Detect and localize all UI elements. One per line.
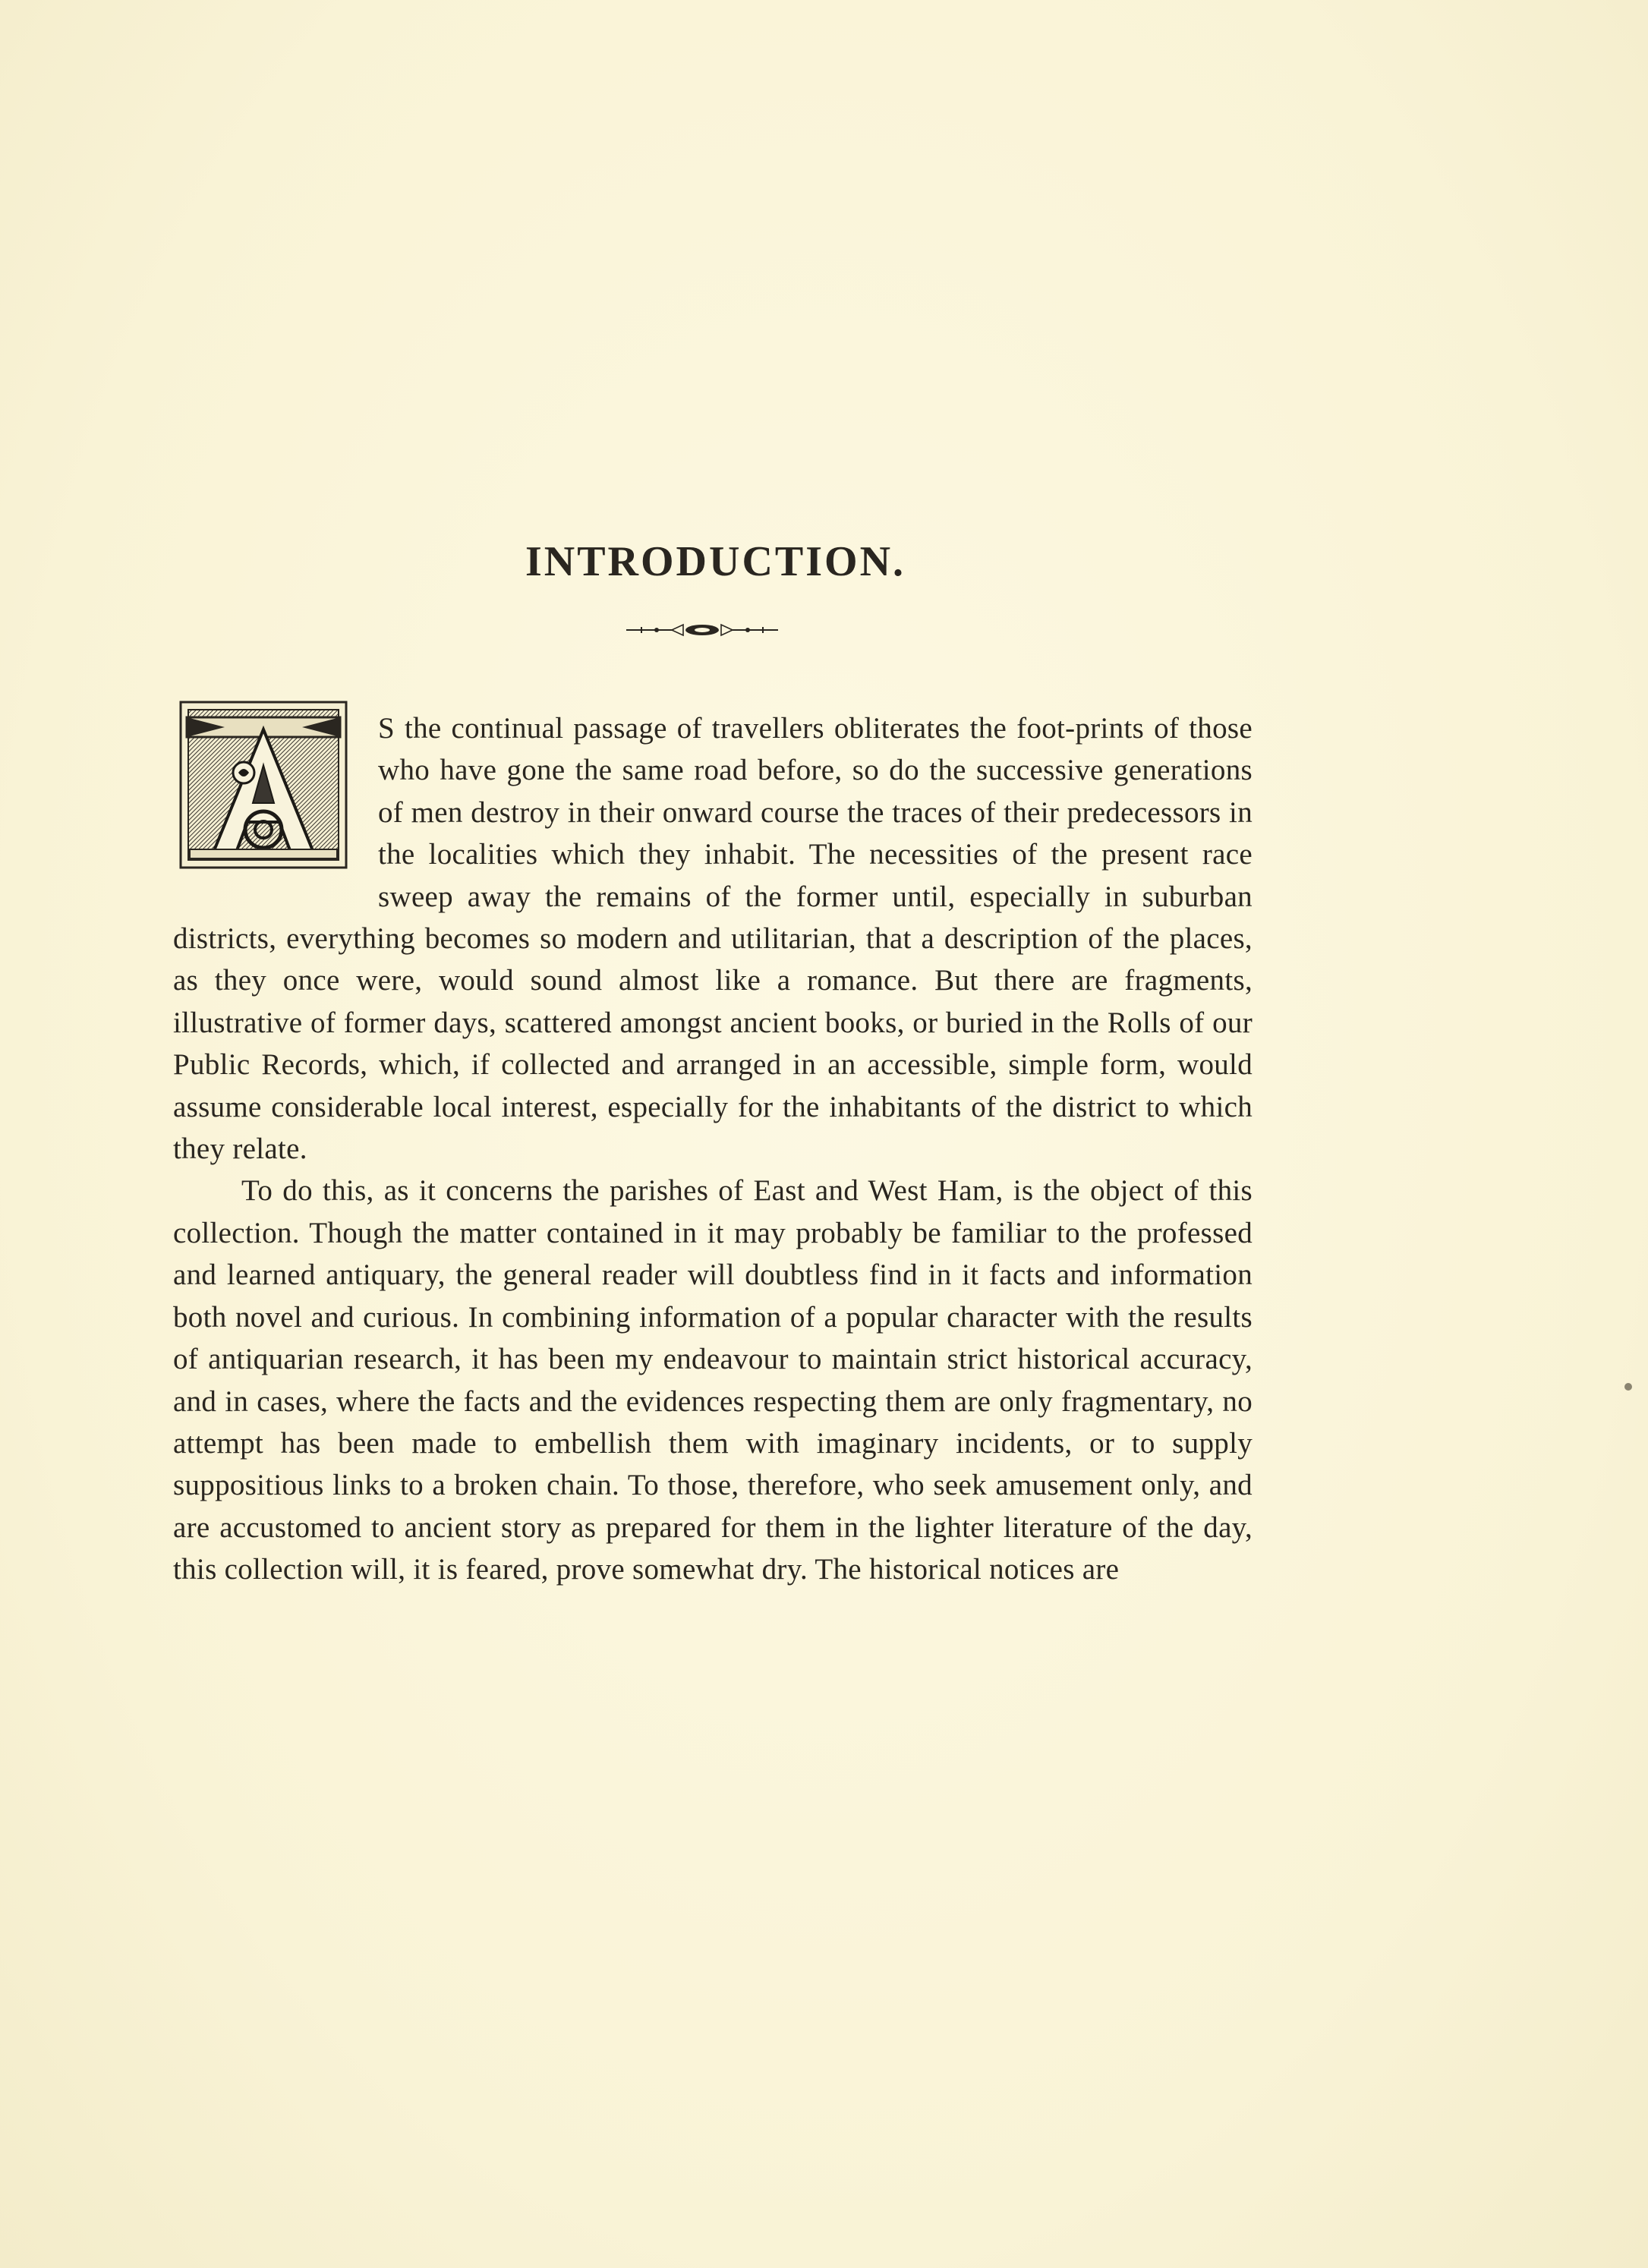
- paper-speck: [1624, 1383, 1632, 1391]
- page-title: INTRODUCTION.: [525, 537, 906, 585]
- paragraph: To do this, as it concerns the parishes of East and West Ham, is the object of this collection. Though the matter contained in it may probably be familiar to the professed and learned antiquary, the general reader will doubtless find in it facts and information both novel and curious. In combining information of a popular character with the results of antiquarian research, it has been my endeavour to maintain strict historical accuracy, and in cases, where the facts and the evidences respecting them are only fragmentary, no attempt has been made to embellish them with imaginary incidents, or to supply suppositious links to a broken chain. To those, therefore, who seek amusement only, and are accustomed to ancient story as prepared for them in the lighter literature of the day, this collection will, it is feared, prove somewhat dry. The historical notices are: [173, 1174, 1253, 1586]
- drop-cap-space: [173, 707, 378, 876]
- decorative-rule-icon: [626, 619, 778, 641]
- paragraph-text: S the continual passage of travellers obliterates the foot-prints of those who have gone the same road before, so do the successive generations of men destroy in their onward course the traces of their predecessors in the localities which they inhabit. The necessities of the present race sweep away the remains of the former until, especially in suburban districts, everything becomes so modern and utilitarian, that a description of the places, as they once were, would sound almost like a romance. But there are fragments, illustrative of former days, scattered amongst ancient books, or buried in the Rolls of our Public Records, which, if collected and arranged in an accessible, simple form, would assume considerable local interest, especially for the inhabitants of the district to which they relate.: [173, 712, 1253, 1166]
- body-text: [173, 707, 1253, 1591]
- paragraph: [173, 707, 1253, 1170]
